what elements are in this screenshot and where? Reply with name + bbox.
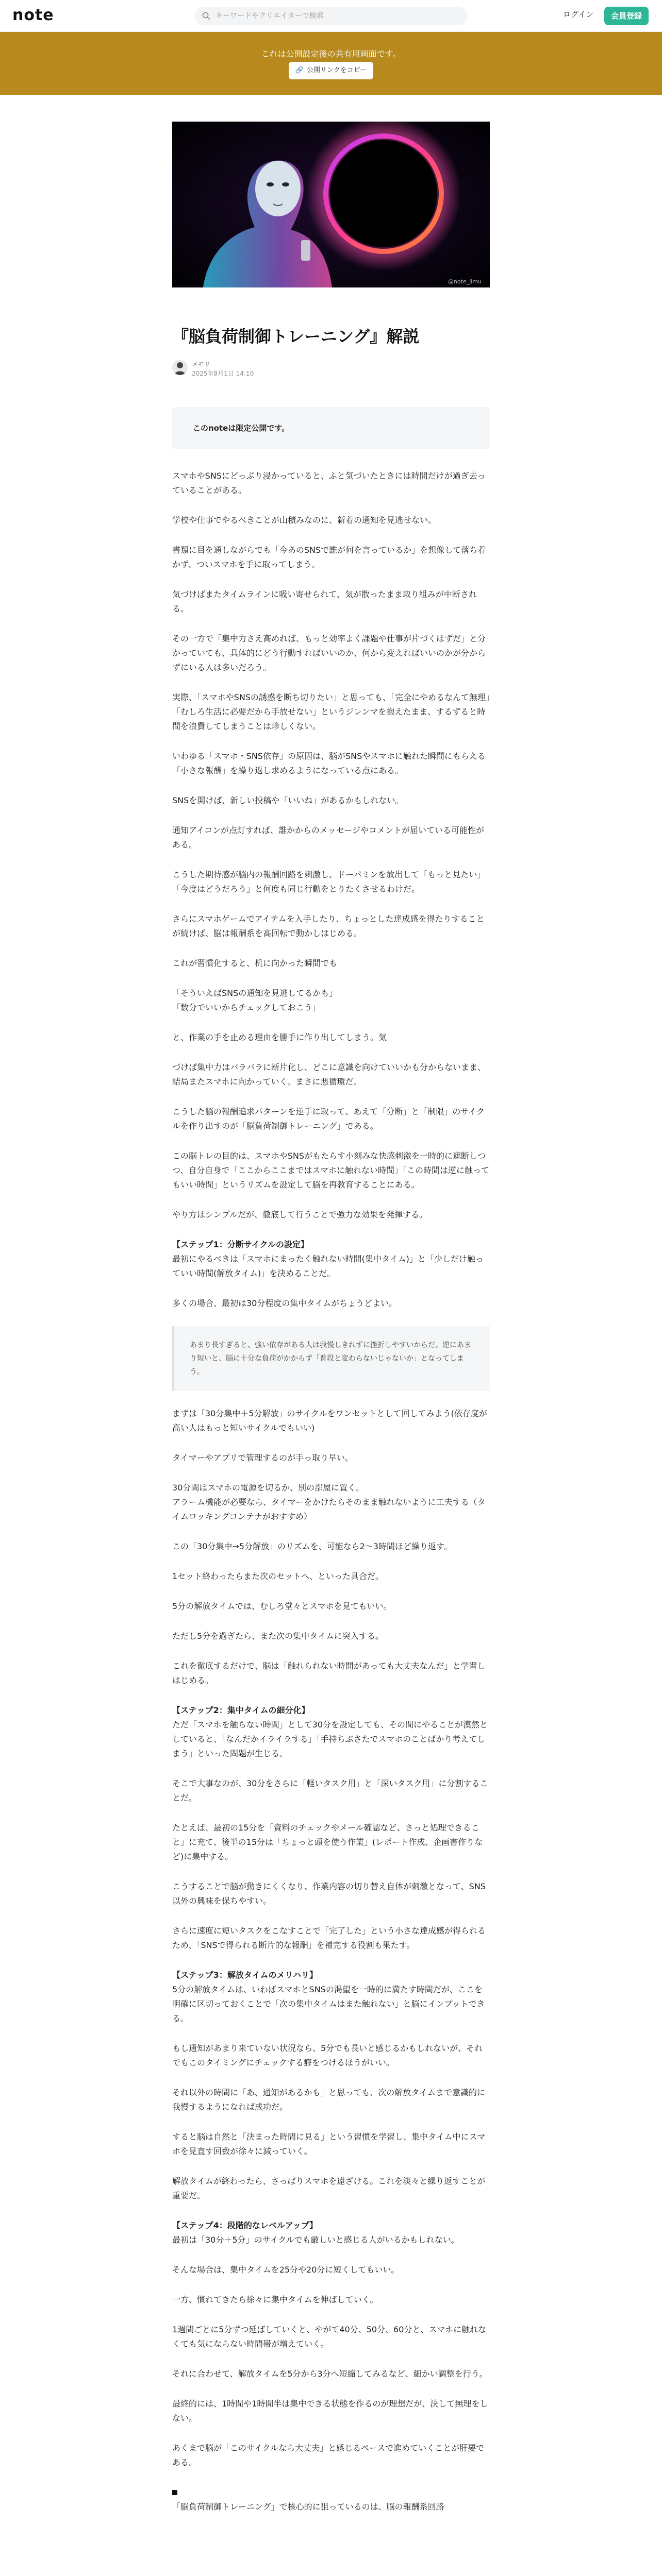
paragraph: 通知アイコンが点灯すれば、誰かからのメッセージやコメントが届いている可能性がある。 [172,825,484,850]
step2-block [172,1703,490,1761]
paragraph: たとえば、最初の15分を「資料のチェックやメール確認など、さっと処理できること」に充て、後半の15分は「ちょっと頭を使う作業」(レポート作成、企画書作りなど)に集中する。 [172,1823,483,1861]
paragraph: 解放タイムが終わったら、さっぱりスマホを遠ざける。これを淡々と繰り返すことが重要だ。 [172,2176,486,2200]
paragraph: すると脳は自然と「決まった時間に見る」という習慣を学習し、集中タイム中にスマホを見直す回数が徐々に減っていく。 [172,2132,486,2156]
hero-image [172,122,490,287]
step1-heading: 【ステップ1：分断サイクルの設定】 [172,1240,309,1249]
paragraph: この脳トレの目的は、スマホやSNSがもたらす小刻みな快感刺激を一時的に遮断しつつ、自分自身で「ここからここまではスマホに触れない時間」「この時間は逆に触ってもいい時間」というリズムを設定して脳を再教育することにある。 [172,1151,490,1190]
site-header [0,0,662,32]
paragraph: 5分の解放タイムでは、むしろ堂々とスマホを見てもいい。 [172,1601,392,1611]
search-bar[interactable] [195,7,467,25]
paragraph: こうした脳の報酬追求パターンを逆手に取って、あえて「分断」と「制限」のサイクルを作り出すのが「脳負荷制御トレーニング」である。 [172,1107,485,1131]
paragraph: づけば集中力はバラバラに断片化し、どこに意識を向けていいかも分からないまま、結局またスマホに向かっていく。まさに悪循環だ。 [172,1062,486,1087]
paragraph: いわゆる「スマホ・SNS依存」の原因は、脳がSNSやスマホに触れた瞬間にもらえる「小さな報酬」を繰り返し求めるようになっている点にある。 [172,751,486,775]
copy-link-label: 公開リンクをコピー [306,66,367,74]
paragraph: さらに速度に短いタスクをこなすことで「完了した」という小さな達成感が得られるため、「SNSで得られる断片的な報酬」を補完する役割も果たす。 [172,1926,486,1950]
step3-heading: 【ステップ3：解放タイムのメリハリ】 [172,1970,318,1980]
step4-text: 最初は「30分＋5分」のサイクルでも厳しいと感じる人がいるかもしれない。 [172,2235,459,2245]
paragraph: さらにスマホゲームでアイテムを入手したり、ちょっとした達成感を得たりすることが続けば、脳は報酬系を高回転で動かしはじめる。 [172,914,485,938]
paragraph: それ以外の時間に「あ、通知があるかも」と思っても、次の解放タイムまで意識的に我慢するようになれば成功だ。 [172,2088,486,2112]
note-logo[interactable]: note [12,6,54,24]
publish-date: 2025年8月1日 14:10 [192,370,254,377]
copy-link-button[interactable] [289,62,373,79]
step1-block [172,1238,490,1281]
avatar-icon [172,360,188,375]
paragraph: SNSを開けば、新しい投稿や「いいね」があるかもしれない。 [172,795,404,805]
paragraph: 書類に目を通しながらでも「今あのSNSで誰が何を言っているか」を想像して落ち着かず、ついスマホを手に取ってしまう。 [172,545,486,569]
paragraph: 「そういえばSNSの通知を見逃してるかも」 「数分でいいからチェックしておこう」 [172,988,338,1012]
paragraph: 最終的には、1時間や1時間半は集中できる状態を作るのが理想だが、決して無理をしない。 [172,2399,488,2423]
paragraph: これが習慣化すると、机に向かった瞬間でも [172,958,338,968]
paragraph: 多くの場合、最初は30分程度の集中タイムがちょうどよい。 [172,1298,398,1308]
paragraph: 一方、慣れてきたら徐々に集中タイムを伸ばしていく。 [172,2295,378,2304]
banner-message: これは公開設定後の共有用画面です。 [261,49,401,59]
article-body [172,469,490,2530]
step4-heading: 【ステップ4：段階的なレベルアップ】 [172,2221,318,2230]
paragraph: その一方で「集中力さえ高めれば、もっと効率よく課題や仕事が片づくはずだ」と分かっていても、具体的にどう行動すればいいのか、何から変えればいいのかが分からずにいる人は多いだろう。 [172,634,486,672]
final-paragraph: 「脳負荷制御トレーニング」で核心的に狙っているのは、脳の報酬系回路 [172,2502,444,2512]
hero-watermark: @note_jimu [448,278,482,285]
step3-block [172,1968,490,2026]
paragraph: こうすることで脳が動きにくくなり、作業内容の切り替え自体が刺激となって、SNS以外の興味を保ちやすい。 [172,1882,486,1906]
search-input[interactable] [216,7,458,25]
paragraph: もし通知があまり来ていない状況なら、5分でも長いと感じるかもしれないが、それでもこのタイミングにチェックする癖をつけるほうがいい。 [172,2043,483,2067]
step2-heading: 【ステップ2：集中タイムの細分化】 [172,1705,310,1715]
limited-notice [172,407,490,449]
paragraph: ただし5分を過ぎたら、また次の集中タイムに突入する。 [172,1631,384,1641]
section-divider [172,2485,490,2514]
search-icon [202,12,210,20]
step4-block [172,2218,490,2247]
article-title: 『脳負荷制御トレーニング』解説 [172,327,420,346]
paragraph: タイマーやアプリで管理するのが手っ取り早い。 [172,1453,354,1463]
step3-text: 5分の解放タイムは、いわばスマホとSNSの渇望を一時的に満たす時間だが、ここを明確に区切っておくことで「次の集中タイムはまた触れない」と脳にインプットできる。 [172,1985,485,2023]
author-avatar[interactable] [172,360,188,375]
paragraph: そこで大事なのが、30分をさらに「軽いタスク用」と「深いタスク用」に分割することだ。 [172,1778,488,1803]
paragraph: と、作業の手を止める理由を勝手に作り出してしまう。気 [172,1032,387,1042]
share-banner [0,32,662,95]
quote-block: あまり長すぎると、強い依存がある人は我慢しきれずに挫折しやすいからだ。逆にあまり短いと、脳に十分な負荷がかからず「普段と変わらないじゃないか」となってしまう。 [172,1326,490,1391]
paragraph: まずは「30分集中＋5分解放」のサイクルをワンセットとして回してみよう(依存度が高い人はもっと短いサイクルでもいい) [172,1409,487,1433]
paragraph: この「30分集中→5分解放」のリズムを、可能なら2〜3時間ほど繰り返す。 [172,1541,452,1551]
paragraph: あくまで脳が「このサイクルなら大丈夫」と感じるペースで進めていくことが肝要である。 [172,2443,485,2467]
step1-text: 最初にやるべきは「スマホにまったく触れない時間(集中タイム)」と「少しだけ触っていい時間(解放タイム)」を決めることだ。 [172,1254,484,1278]
signup-button[interactable]: 会員登録 [604,7,649,25]
login-link[interactable]: ログイン [563,10,594,19]
step2-text: ただ「スマホを触らない時間」として30分を設定しても、その間にやることが漠然としていると、「なんだかイライラする」「手持ちぶさたでスマホのことばかり考えてしまう」といった問題が生じる。 [172,1720,488,1758]
paragraph: そんな場合は、集中タイムを25分や20分に短くしてもいい。 [172,2265,400,2275]
paragraph: 気づけばまたタイムラインに吸い寄せられて、気が散ったまま取り組みが中断される。 [172,589,477,614]
paragraph: こうした期待感が脳内の報酬回路を刺激し、ドーパミンを放出して「もっと見たい」「今度はどうだろう」と何度も同じ行動をとりたくさせるわけだ。 [172,870,486,894]
paragraph: 学校や仕事でやるべきことが山積みなのに、新着の通知を見逃せない。 [172,515,437,525]
paragraph: これを徹底するだけで、脳は「触れられない時間があっても大丈夫なんだ」と学習しはじめる。 [172,1661,486,1685]
hero-illustration [172,122,490,287]
paragraph: それに合わせて、解放タイムを5分から3分へ短縮してみるなど、細かい調整を行う。 [172,2369,488,2379]
author-name[interactable]: メモリ [192,361,211,368]
square-bullet-icon [172,2490,177,2495]
paragraph: 30分間はスマホの電源を切るか、別の部屋に置く。 アラーム機能が必要なら、タイマーをかけたらそのまま触れないように工夫する（タイムロッキングコンテナがおすすめ） [172,1483,486,1521]
paragraph: 1週間ごとに5分ずつ延ばしていくと、やがて40分、50分、60分と、スマホに触れなくても気にならない時間帯が増えていく。 [172,2325,487,2349]
paragraph: やり方はシンプルだが、徹底して行うことで強力な効果を発揮する。 [172,1210,427,1219]
paragraph: スマホやSNSにどっぷり浸かっていると、ふと気づいたときには時間だけが過ぎ去っていることがある。 [172,471,486,495]
paragraph: 実際、「スマホやSNSの誘惑を断ち切りたい」と思っても、「完全にやめるなんて無理」「むしろ生活に必要だから手放せない」というジレンマを抱えたまま、するずると時間を浪費してしまうことは珍しくない。 [172,692,490,731]
paragraph: 1セット終わったらまた次のセットへ、といった具合だ。 [172,1571,384,1581]
notice-text: このnoteは限定公開です。 [193,423,290,433]
link-icon: 🔗 [295,66,304,74]
